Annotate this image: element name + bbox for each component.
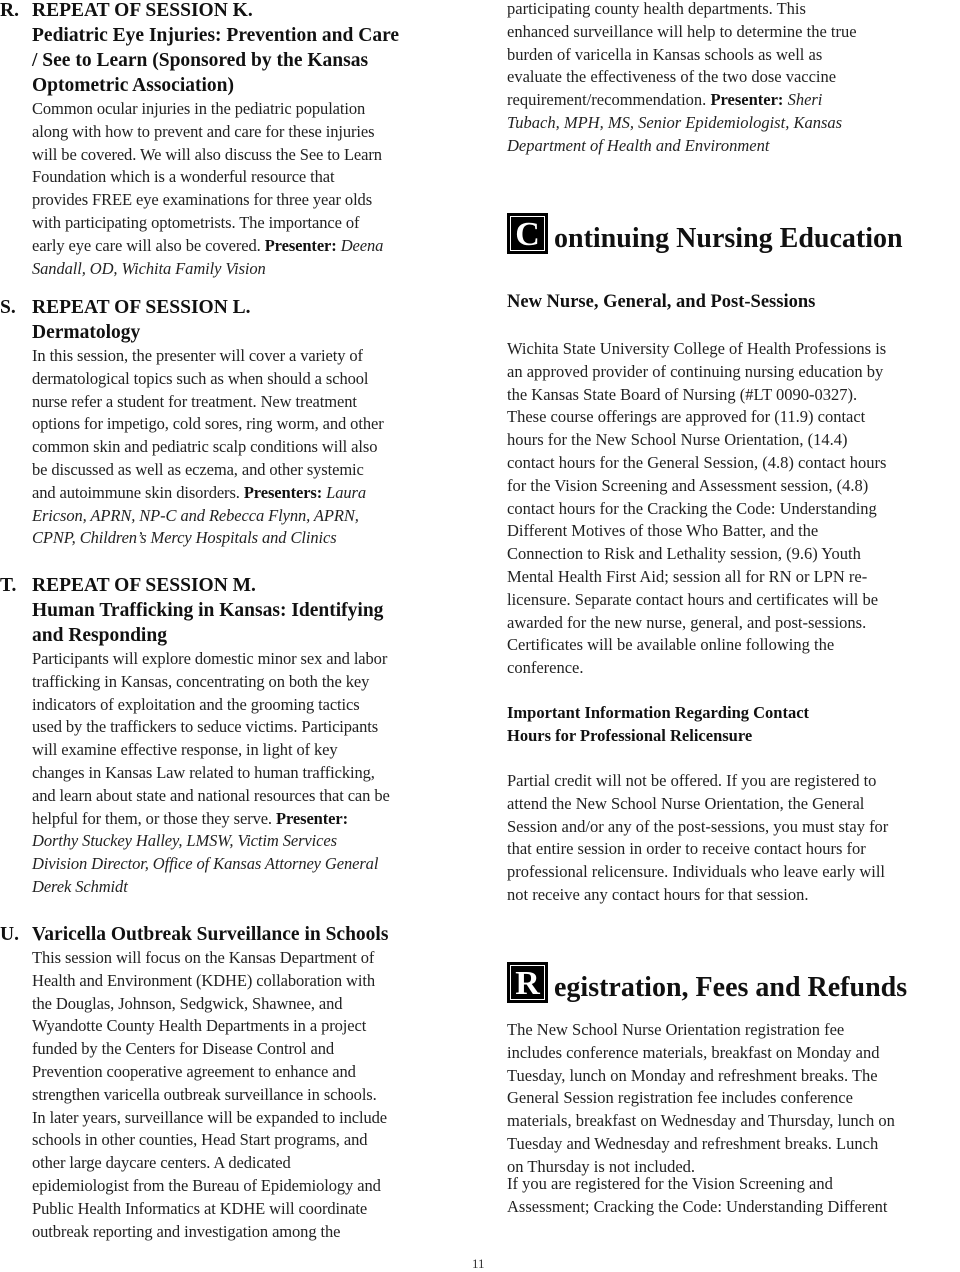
presenter-label: Presenters: [243, 482, 323, 502]
presenter-name: Laura [322, 482, 367, 502]
text-line: used by the traffickers to seduce victims. Participants [32, 717, 379, 737]
drop-cap-c: C [507, 213, 548, 254]
relicensure-heading [507, 702, 960, 747]
presenter-name: Division Director, Office of Kansas Attorney General [32, 854, 379, 874]
text-line: Different Motives of those Who Batter, and the [507, 521, 819, 541]
session-r-heading [0, 0, 470, 98]
text-line: Partial credit will not be offered. If you are registered to [507, 771, 877, 790]
text-fragment: helpful for them, or those they serve. [32, 808, 276, 828]
cne-section-header [507, 213, 903, 254]
session-s [0, 295, 470, 550]
text-line: for the Vision Screening and Assessment session, (4.8) [507, 475, 869, 495]
text-line: along with how to prevent and care for these injuries [32, 121, 375, 141]
text-line: common skin and pediatric scalp conditions will also [32, 437, 378, 457]
text-line: will be covered. We will also discuss the See to Learn [32, 144, 382, 164]
text-line: Wyandotte County Health Departments in a project [32, 1016, 367, 1036]
heading-line: / See to Learn (Sponsored by the Kansas [32, 50, 369, 71]
heading-line: Human Trafficking in Kansas: Identifying [32, 600, 384, 621]
heading-line: Varicella Outbreak Surveillance in Schools [32, 924, 389, 945]
session-letter: T. [0, 575, 17, 596]
text-line: includes conference materials, breakfast on Monday and [507, 1042, 880, 1062]
text-line: trafficking in Kansas, concentrating on both the key [32, 671, 370, 691]
text-line: Tuesday and Wednesday and refreshment breaks. Lunch [507, 1133, 879, 1153]
registration-section-header [507, 962, 907, 1003]
text-line: Health and Environment (KDHE) collaboration with [32, 970, 375, 990]
session-t-description [0, 648, 470, 899]
relicensure-description [507, 770, 960, 907]
text-line: In later years, surveillance will be expanded to include [32, 1107, 387, 1127]
presenter-name: Derek Schmidt [32, 876, 128, 896]
text-line: an approved provider of continuing nursing education by [507, 361, 884, 381]
session-u-continuation [507, 0, 960, 158]
text-line: hours for the New School Nurse Orientation, (14.4) [507, 430, 848, 450]
section-title: ontinuing Nursing Education [554, 223, 903, 254]
presenter-name: Dorthy Stuckey Halley, LMSW, Victim Services [32, 831, 337, 851]
text-line: Session and/or any of the post-sessions, you must stay for [507, 816, 889, 836]
text-line: contact hours for the Cracking the Code: Understanding [507, 498, 877, 518]
cne-subheading: New Nurse, General, and Post-Sessions [507, 292, 816, 312]
heading-line: Dermatology [32, 322, 141, 343]
text-line: awarded for the new nurse, general, and post-sessions. [507, 612, 867, 632]
text-line: Wichita State University College of Health Professions is [507, 339, 887, 358]
text-fragment: and autoimmune skin disorders. [32, 482, 244, 502]
text-line: The New School Nurse Orientation registration fee [507, 1020, 845, 1039]
presenter-name: Sandall, OD, Wichita Family Vision [32, 258, 266, 278]
text-line: Foundation which is a wonderful resource that [32, 167, 335, 187]
text-line: options for impetigo, cold sores, ring worm, and other [32, 414, 384, 434]
text-line: the Kansas State Board of Nursing (#LT 0090-0327). [507, 384, 858, 404]
text-line: These course offerings are approved for (11.9) contact [507, 407, 866, 427]
text-line: Assessment; Cracking the Code: Understanding Different [507, 1196, 888, 1216]
text-line: Participants will explore domestic minor sex and labor [32, 649, 388, 668]
session-letter: U. [0, 924, 19, 945]
text-line: schools in other counties, Head Start programs, and [32, 1130, 368, 1150]
text-line: attend the New School Nurse Orientation, the General [507, 793, 865, 813]
session-u-heading [0, 922, 470, 947]
text-line: Common ocular injuries in the pediatric population [32, 99, 366, 118]
text-line: with participating optometrists. The importance of [32, 212, 360, 232]
text-line: licensure. Separate contact hours and certificates will be [507, 589, 879, 609]
session-s-heading [0, 295, 470, 345]
text-line: materials, breakfast on Wednesday and Thursday, lunch on [507, 1111, 895, 1131]
session-r [0, 0, 470, 280]
presenter-name: Tubach, MPH, MS, Senior Epidemiologist, Kansas [507, 112, 843, 132]
cne-description [507, 338, 960, 680]
text-fragment: requirement/recommendation. [507, 90, 711, 110]
text-line: epidemiologist from the Bureau of Epidemiology and [32, 1175, 381, 1195]
text-line: not receive any contact hours for that session. [507, 884, 809, 904]
registration-description [507, 1019, 960, 1179]
text-line: If you are registered for the Vision Screening and [507, 1174, 833, 1193]
text-line [32, 808, 470, 831]
presenter-label: Presenter: [264, 235, 337, 255]
heading-line: Optometric Association) [32, 75, 235, 96]
text-line: nurse refer a student for treatment. New treatment [32, 391, 357, 411]
text-line: other large daycare centers. A dedicated [32, 1153, 291, 1173]
text-line: and learn about state and national resources that can be [32, 785, 390, 805]
session-t-heading [0, 573, 470, 648]
text-line: Connection to Risk and Lethality session, (9.6) Youth [507, 544, 861, 564]
session-s-description [0, 345, 470, 550]
text-line: contact hours for the General Session, (4.8) contact hours [507, 452, 887, 472]
text-line: changes in Kansas Law related to human trafficking, [32, 762, 375, 782]
text-line: on Thursday is not included. [507, 1156, 696, 1176]
text-line: dermatological topics such as when should a school [32, 368, 369, 388]
registration-description-2 [507, 1173, 960, 1219]
session-letter: S. [0, 297, 16, 318]
text-line: will examine effective response, in light of key [32, 740, 338, 760]
text-line: the Douglas, Johnson, Sedgwick, Shawnee, and [32, 993, 343, 1013]
text-line: conference. [507, 658, 584, 678]
text-line: that entire session in order to receive contact hours for [507, 839, 866, 859]
heading-line: REPEAT OF SESSION K. [32, 0, 253, 21]
text-line: outbreak reporting and investigation among the [32, 1221, 341, 1241]
text-line: Certificates will be available online following the [507, 635, 835, 655]
presenter-label: Presenter: [710, 90, 784, 110]
session-r-description [0, 98, 470, 280]
text-line: burden of varicella in Kansas schools as well as [507, 44, 823, 64]
text-line [32, 482, 470, 505]
text-line: General Session registration fee includes conference [507, 1088, 853, 1108]
heading-line: Hours for Professional Relicensure [507, 725, 753, 745]
drop-cap-r: R [507, 962, 548, 1003]
heading-line: REPEAT OF SESSION L. [32, 297, 251, 318]
text-line: strengthen varicella outbreak surveillance in schools. [32, 1084, 377, 1104]
presenter-name: Deena [336, 235, 384, 255]
text-line [32, 235, 470, 258]
heading-line: REPEAT OF SESSION M. [32, 575, 256, 596]
session-t [0, 573, 470, 899]
text-line: Public Health Informatics at KDHE will coordinate [32, 1198, 368, 1218]
text-line [507, 89, 960, 112]
heading-line: Pediatric Eye Injuries: Prevention and Care [32, 25, 400, 46]
text-line: provides FREE eye examinations for three year olds [32, 190, 373, 210]
text-line: This session will focus on the Kansas Department of [32, 948, 375, 967]
text-line: Tuesday, lunch on Monday and refreshment breaks. The [507, 1065, 878, 1085]
text-line: Mental Health First Aid; session all for RN or LPN re- [507, 566, 868, 586]
text-line: enhanced surveillance will help to determine the true [507, 21, 857, 41]
text-line: In this session, the presenter will cover a variety of [32, 346, 363, 365]
text-line: Prevention cooperative agreement to enhance and [32, 1061, 356, 1081]
presenter-name: CPNP, Children’s Mercy Hospitals and Clinics [32, 528, 337, 548]
heading-line: Important Information Regarding Contact [507, 703, 810, 722]
session-u-description [0, 947, 470, 1243]
session-u [0, 922, 470, 1243]
heading-line: and Responding [32, 625, 167, 646]
text-line: participating county health departments. This [507, 0, 806, 18]
text-line: indicators of exploitation and the grooming tactics [32, 694, 360, 714]
page-number: 11 [472, 1256, 485, 1271]
presenter-name: Ericson, APRN, NP-C and Rebecca Flynn, APRN, [32, 505, 359, 525]
presenter-name: Sheri [783, 90, 823, 110]
session-letter: R. [0, 0, 19, 21]
text-line: funded by the Centers for Disease Control and [32, 1039, 335, 1059]
presenter-name: Department of Health and Environment [507, 135, 770, 155]
section-title: egistration, Fees and Refunds [554, 972, 908, 1003]
text-line: be discussed as well as eczema, and other systemic [32, 459, 364, 479]
text-line: professional relicensure. Individuals who leave early will [507, 862, 886, 882]
presenter-label: Presenter: [276, 808, 348, 828]
text-line: evaluate the effectiveness of the two dose vaccine [507, 67, 837, 87]
text-fragment: early eye care will also be covered. [32, 235, 265, 255]
